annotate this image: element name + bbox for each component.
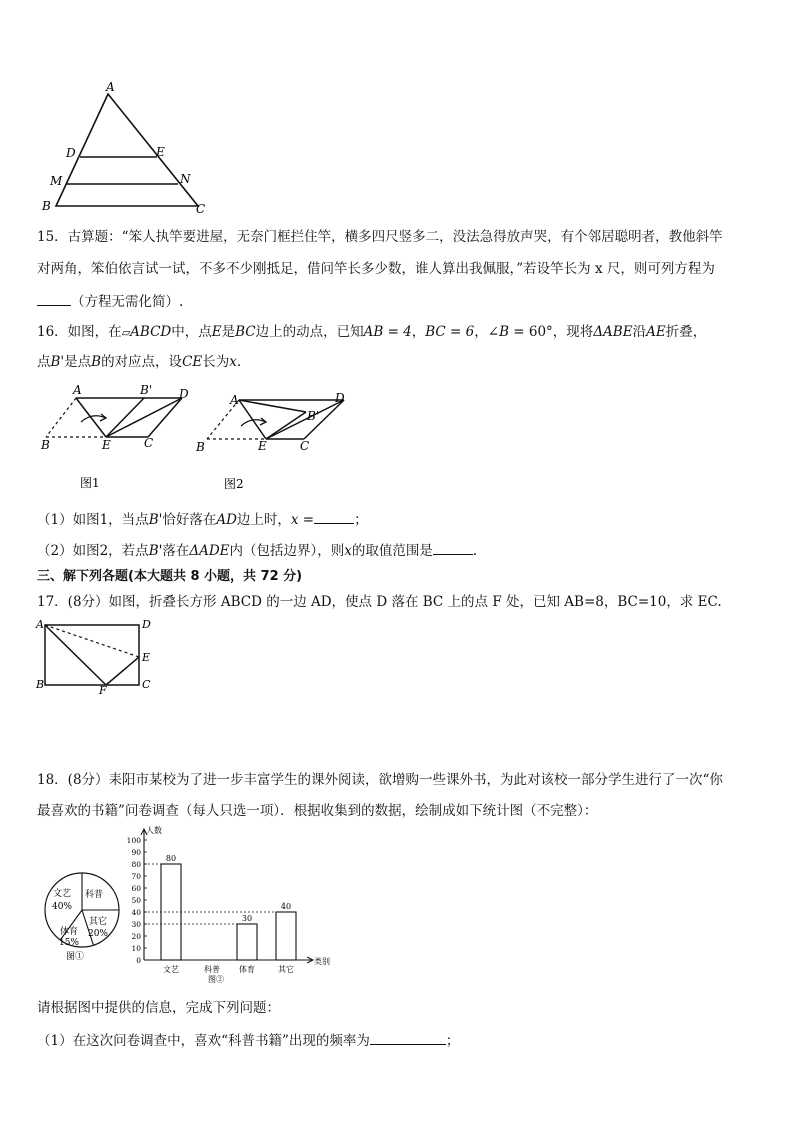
label-E: E bbox=[156, 145, 165, 159]
section-title: 三、解下列各题(本大题共 8 小题，共 72 分) bbox=[37, 569, 303, 584]
y-tick-label: 50 bbox=[131, 896, 141, 905]
label-B: B bbox=[42, 199, 51, 213]
answer-blank-q16-1[interactable] bbox=[314, 509, 354, 524]
label-E: E bbox=[102, 438, 111, 452]
pie-caption: 图① bbox=[66, 952, 85, 962]
y-tick-label: 10 bbox=[131, 944, 141, 953]
q18-line4: （1）在这次问卷调查中，喜欢“科普书籍”出现的频率为 ； bbox=[37, 1030, 759, 1051]
y-tick-label: 80 bbox=[131, 860, 141, 869]
label-B: B bbox=[196, 440, 205, 454]
q15-line1: 15．古算题：“笨人执竿要进屋，无奈门框拦住竿，横多四尺竖多二，没法急得放声哭，有个邻居聪明者，教他斜竿 bbox=[37, 229, 723, 245]
label-B: B bbox=[41, 438, 50, 452]
q16-figure-1 bbox=[36, 384, 206, 496]
x-tick-label: 其它 bbox=[278, 965, 294, 974]
bar-value-label: 80 bbox=[165, 854, 177, 863]
y-tick-label: 20 bbox=[131, 932, 141, 941]
pie-slice-label: 科普 bbox=[84, 890, 104, 900]
label-C: C bbox=[300, 439, 310, 453]
figure-caption: 图1 bbox=[80, 476, 100, 490]
q17-text: 17．(8分）如图，折叠长方形 ABCD 的一边 AD，使点 D 落在 BC 上的点 F 处，已知 AB=8，BC=10，求 EC. bbox=[37, 594, 722, 610]
bar-value-label: 40 bbox=[280, 902, 292, 911]
q15-line3: （方程无需化简）. bbox=[37, 291, 759, 312]
q15-line2: 对两角，笨伯依言试一试，不多不少刚抵足，借问竿长多少数，谁人算出我佩服，”若设竿长为 x 尺，则可列方程为 bbox=[37, 261, 715, 277]
label-C: C bbox=[142, 678, 151, 691]
label-A: A bbox=[36, 618, 44, 631]
q16-figure-2 bbox=[196, 386, 366, 496]
x-tick-label: 体育 bbox=[239, 965, 255, 974]
label-D: D bbox=[179, 387, 189, 401]
bar-caption: 图② bbox=[208, 975, 224, 984]
label-C: C bbox=[144, 436, 154, 450]
answer-blank-q16-2[interactable] bbox=[433, 540, 473, 555]
pie-slice-percent: 15% bbox=[58, 938, 80, 948]
label-D: D bbox=[335, 391, 345, 405]
y-tick-label: 70 bbox=[131, 872, 141, 881]
y-axis-label: 人数 bbox=[146, 826, 162, 835]
y-tick-label: 40 bbox=[131, 908, 141, 917]
q18-line3: 请根据图中提供的信息，完成下列问题： bbox=[37, 1000, 280, 1016]
label-D: D bbox=[66, 146, 76, 160]
label-M: M bbox=[50, 174, 63, 188]
label-B: B bbox=[36, 678, 45, 691]
label-E: E bbox=[142, 651, 151, 664]
figure-caption: 图2 bbox=[224, 477, 244, 491]
pie-slice-boundary bbox=[82, 910, 93, 945]
label-E: E bbox=[258, 439, 267, 453]
label-A: A bbox=[106, 80, 115, 94]
x-axis-label: 类别 bbox=[314, 957, 330, 966]
label-D: D bbox=[142, 618, 151, 631]
bar-chart bbox=[116, 826, 346, 984]
pie-slice-percent: 40% bbox=[51, 902, 73, 912]
q16-sub1: （1）如图1，当点B'恰好落在AD边上时，x = ； bbox=[37, 509, 759, 530]
bar-value-label: 30 bbox=[241, 914, 253, 923]
label-N: N bbox=[180, 172, 191, 186]
q18-line2: 最喜欢的书籍”问卷调查（每人只选一项）．根据收集到的数据，绘制成如下统计图（不完整）： bbox=[37, 803, 598, 819]
label-B-prime: B' bbox=[307, 409, 320, 423]
y-tick-label: 0 bbox=[136, 956, 141, 965]
y-tick-label: 90 bbox=[131, 848, 141, 857]
y-tick-label: 100 bbox=[126, 836, 141, 845]
label-B-prime: B' bbox=[140, 383, 153, 397]
y-tick-label: 60 bbox=[131, 884, 141, 893]
pie-slice-label: 其它 bbox=[88, 917, 108, 927]
pie-slice-label: 文艺 bbox=[52, 889, 72, 899]
label-F: F bbox=[99, 684, 107, 697]
q16-sub2: （2）如图2，若点B'落在ΔADE内（包括边界），则x的取值范围是 . bbox=[37, 540, 759, 561]
q17-rectangle-figure bbox=[34, 616, 154, 697]
answer-blank-q18-1[interactable] bbox=[370, 1030, 446, 1045]
x-tick-label: 科普 bbox=[204, 965, 220, 974]
bar bbox=[237, 924, 257, 960]
x-tick-label: 文艺 bbox=[163, 965, 179, 974]
answer-blank-q15[interactable] bbox=[37, 291, 71, 306]
q16-line2: 点B'是点B的对应点，设CE长为x. bbox=[37, 354, 242, 370]
q16-line1: 16．如图，在▱ABCD中，点E是BC边上的动点，已知AB = 4，BC = 6，∠B = 60°，现将ΔABE沿AE折叠， bbox=[37, 324, 707, 340]
y-tick-label: 30 bbox=[131, 920, 141, 929]
q18-line1: 18．(8分）耒阳市某校为了进一步丰富学生的课外阅读，欲增购一些课外书，为此对该校一部分学生进行了一次“你 bbox=[37, 772, 723, 788]
label-C: C bbox=[196, 202, 206, 216]
bar bbox=[276, 912, 296, 960]
pie-slice-percent: 20% bbox=[87, 929, 109, 939]
triangle-figure bbox=[40, 80, 220, 220]
label-A: A bbox=[230, 393, 239, 407]
label-A: A bbox=[73, 383, 82, 397]
pie-slice-label: 体育 bbox=[59, 927, 79, 937]
